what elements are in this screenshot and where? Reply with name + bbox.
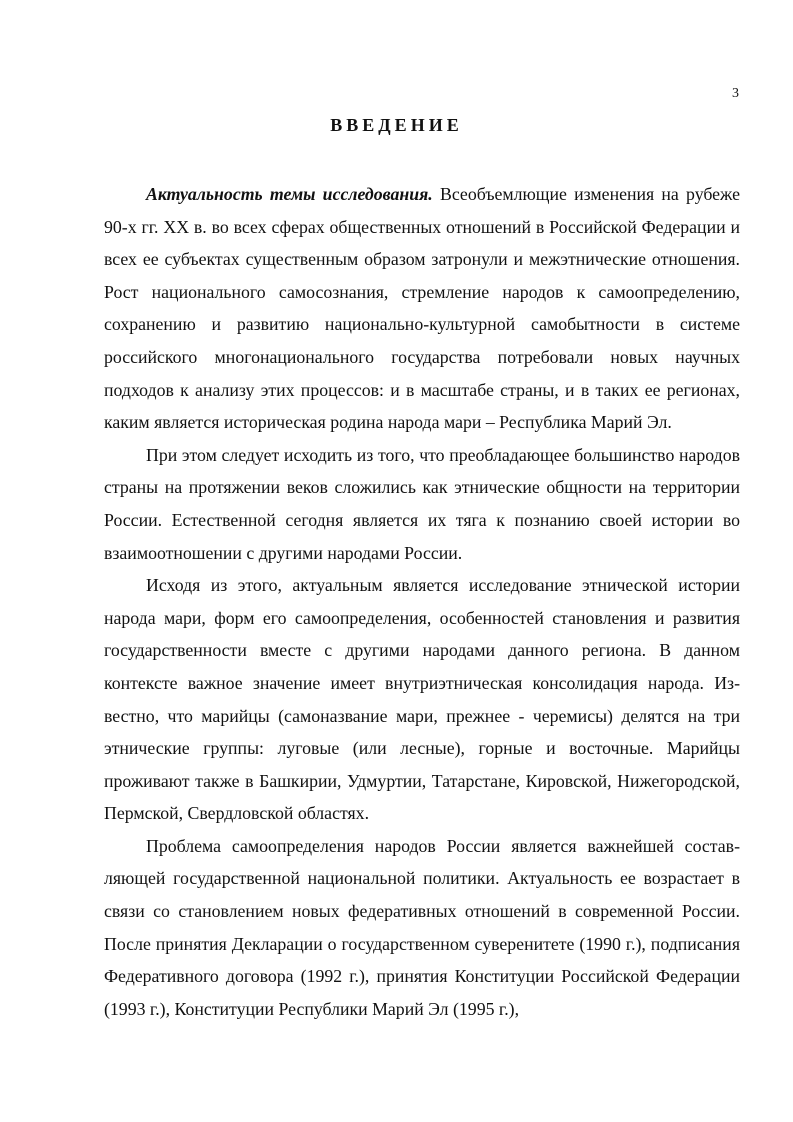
paragraph-lead-heading: Актуальность темы исследования. — [146, 184, 433, 204]
page-number: 3 — [732, 86, 739, 101]
paragraph-text: Всеобъемлющие изменения на рубеже 90-х гг. XX в. во всех сферах общественных отношений в Российской Федерации и всех ее субъектах существенным образом затронули и межэтнические отношения. Рост национального самосознания, стремление народов к самоопределению, сохранению и развитию национально-культурной самобытности в системе российского многонационального государства потребовали новых научных подходов к анализу этих процессов: и в масштабе страны, и в таких ее регионах, каким является историческая родина народа мари – Республика Марий Эл. — [104, 184, 740, 433]
paragraph: Исходя из этого, актуальным является исследование этнической истории народа мари, форм его самоопределения, особенностей становления и развития государственности вместе с другими народами данного региона. В данном контексте важное значение имеет внутриэтническая консолидация народа. Известно, что марийцы (самоназвание мари, прежнее - черемисы) делятся на три этнические группы: луговые (или лесные), горные и восточные. Марийцы проживают также в Башкирии, Удмуртии, Татарстане, Кировской, Нижегородской, Пермской, Свердловской областях. — [104, 575, 740, 824]
paragraph: Проблема самоопределения народов России является важнейшей составляющей государственной национальной политики. Актуальность ее возрастает в связи со становлением новых федеративных отношений в современной России. После принятия Декларации о государственном суверенитете (1990 г.), подписания Федеративного договора (1992 г.), принятия Конституции Российской Федерации (1993 г.), Конституции Республики Марий Эл (1995 г.), — [104, 835, 740, 1019]
paragraph-relevance — [104, 178, 740, 439]
paragraph: При этом следует исходить из того, что преобладающее большинство народов страны на протяжении веков сложились как этнические общности на территории России. Естественной сегодня является их тяга к познанию своей истории во взаимоотношении с другими народами России. — [104, 444, 740, 563]
page-title: ВВЕДЕНИЕ — [330, 115, 463, 135]
document-body — [104, 178, 740, 1025]
